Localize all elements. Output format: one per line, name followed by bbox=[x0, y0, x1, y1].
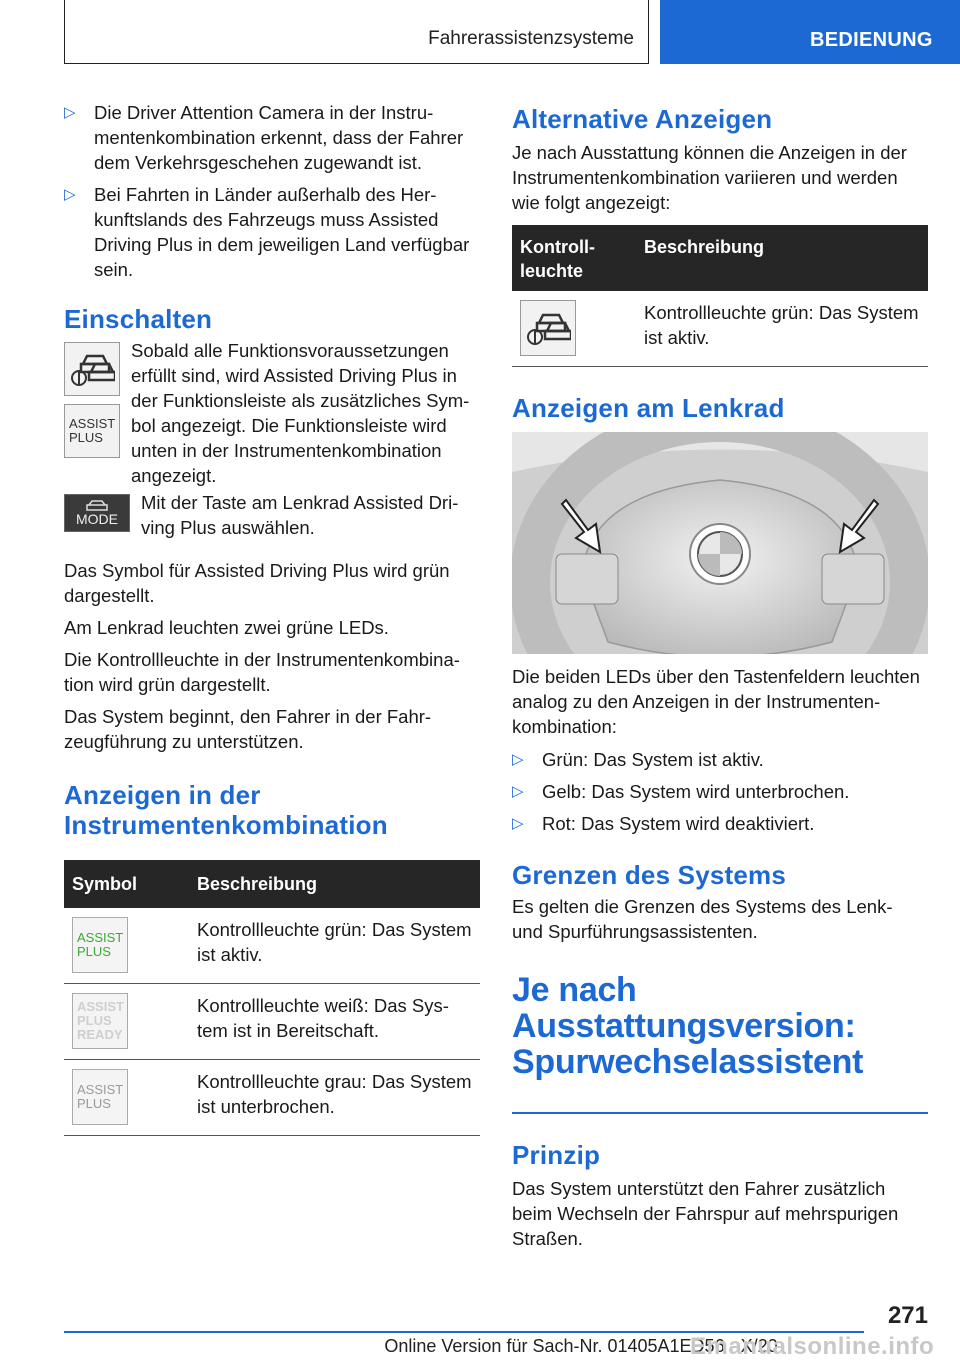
table-row bbox=[64, 1060, 480, 1136]
list-item: ▷ Rot: Das System wird deaktiviert. bbox=[512, 813, 815, 834]
steering-wheel-image bbox=[512, 432, 928, 654]
list-item: ▷ Gelb: Das System wird unterbrochen. bbox=[512, 781, 850, 802]
table-header: Kontrollleuchte bbox=[512, 225, 636, 291]
list-item: ▷ Grün: Das System ist aktiv. bbox=[512, 749, 764, 770]
table-cell: Kontrollleuchte weiß: Das System ist in Bereitschaft. bbox=[189, 984, 480, 1060]
table-cell: Kontrollleuchte grün: Das System ist aktiv. bbox=[636, 291, 928, 367]
symbol-table bbox=[64, 860, 480, 1136]
mode-text: Mit der Taste am Lenkrad Assisted Driving Plus auswählen. bbox=[141, 492, 459, 538]
paragraph: Das Symbol für Assisted Driving Plus wird grün dargestellt. bbox=[64, 560, 450, 606]
driving-assist-icon bbox=[64, 342, 120, 396]
paragraph: Die beiden LEDs über den Tastenfeldern leuchten analog zu den Anzeigen in der Instrumentenkombination: bbox=[512, 666, 920, 737]
table-cell: Kontrollleuchte grün: Das System ist aktiv. bbox=[189, 908, 480, 984]
heading-grenzen: Grenzen des Systems bbox=[512, 860, 787, 890]
heading-spurwechselassistent: Je nach Ausstattungsversion: Spurwechselassistent bbox=[512, 971, 864, 1081]
list-item: ▷ Bei Fahrten in Länder außerhalb des Herkunftslands des Fahrzeugs muss Assisted Driving Plus in dem jeweiligen Land verfügbar sein. bbox=[64, 184, 470, 280]
heading-alternative-anzeigen: Alternative Anzeigen bbox=[512, 104, 773, 134]
triangle-bullet-icon: ▷ bbox=[64, 186, 76, 203]
table-row bbox=[64, 908, 480, 984]
heading-einschalten: Einschalten bbox=[64, 304, 213, 334]
triangle-bullet-icon: ▷ bbox=[512, 751, 524, 768]
right-column bbox=[512, 100, 928, 423]
einschalten-text: Sobald alle Funktionsvoraussetzungen erfüllt sind, wird Assisted Driving Plus in der Funktionsleiste als zusätzliches Symbol angezeigt. Die Funktionsleiste wird unten in der Instrumentenkombination angezeigt. bbox=[131, 340, 470, 486]
mode-button-icon: MODE bbox=[64, 494, 130, 532]
page-number: 271 bbox=[887, 1302, 928, 1329]
right-column-lower bbox=[512, 664, 928, 1080]
heading-prinzip: Prinzip bbox=[512, 1140, 601, 1170]
table-header: Symbol bbox=[64, 860, 189, 908]
mode-block bbox=[64, 490, 480, 552]
table-header: Beschreibung bbox=[189, 860, 480, 908]
table-header: Beschreibung bbox=[636, 225, 928, 291]
heading-anzeigen-instrumentenkombination: Anzeigen in der Instrumentenkombination bbox=[64, 780, 388, 840]
assist-plus-green-icon: ASSIST PLUS bbox=[72, 917, 128, 973]
bullet-list bbox=[64, 100, 480, 282]
prinzip-block bbox=[512, 1140, 928, 1251]
heading-anzeigen-lenkrad: Anzeigen am Lenkrad bbox=[512, 393, 785, 423]
assist-plus-ready-icon: ASSIST PLUS READY bbox=[72, 993, 128, 1049]
paragraph: Die Kontrollleuchte in der Instrumentenkombination wird grün dargestellt. bbox=[64, 649, 460, 695]
table-cell: Kontrollleuchte grau: Das System ist unterbrochen. bbox=[189, 1060, 480, 1136]
section-rule bbox=[512, 1112, 928, 1114]
list-item: ▷ Die Driver Attention Camera in der Instrumentenkombination erkennt, dass der Fahrer dem Verkehrsgeschehen zugewandt ist. bbox=[64, 102, 464, 173]
triangle-bullet-icon: ▷ bbox=[512, 783, 524, 800]
bullet-list bbox=[512, 747, 928, 836]
section-title: Fahrerassistenzsysteme bbox=[428, 28, 634, 49]
assist-plus-grey-icon: ASSIST PLUS bbox=[72, 1069, 128, 1125]
einschalten-block bbox=[64, 338, 480, 490]
paragraph: Es gelten die Grenzen des Systems des Lenk- und Spurführungsassistenten. bbox=[512, 896, 893, 942]
table-row bbox=[64, 984, 480, 1060]
assist-plus-icon: ASSIST PLUS bbox=[64, 404, 120, 458]
paragraph: Das System unterstützt den Fahrer zusätzlich beim Wechseln der Fahrspur auf mehrspurigen Straßen. bbox=[512, 1178, 899, 1249]
triangle-bullet-icon: ▷ bbox=[64, 104, 76, 121]
kontrollleuchte-table bbox=[512, 225, 928, 367]
paragraph: Das System beginnt, den Fahrer in der Fahrzeugführung zu unterstützen. bbox=[64, 706, 432, 752]
driving-assist-green-icon bbox=[520, 300, 576, 356]
footer-online-version: Online Version für Sach-Nr. 01405A1ED56 - X/20 bbox=[384, 1336, 778, 1356]
paragraph: Am Lenkrad leuchten zwei grüne LEDs. bbox=[64, 617, 389, 638]
table-row bbox=[512, 291, 928, 367]
left-column bbox=[64, 100, 480, 1136]
tab-bedienung[interactable]: BEDIENUNG bbox=[660, 0, 960, 64]
paragraph: Je nach Ausstattung können die Anzeigen in der Instrumentenkombination variieren und werden wie folgt angezeigt: bbox=[512, 142, 907, 213]
triangle-bullet-icon: ▷ bbox=[512, 815, 524, 832]
watermark: Emanualsonline.info bbox=[690, 1333, 935, 1360]
